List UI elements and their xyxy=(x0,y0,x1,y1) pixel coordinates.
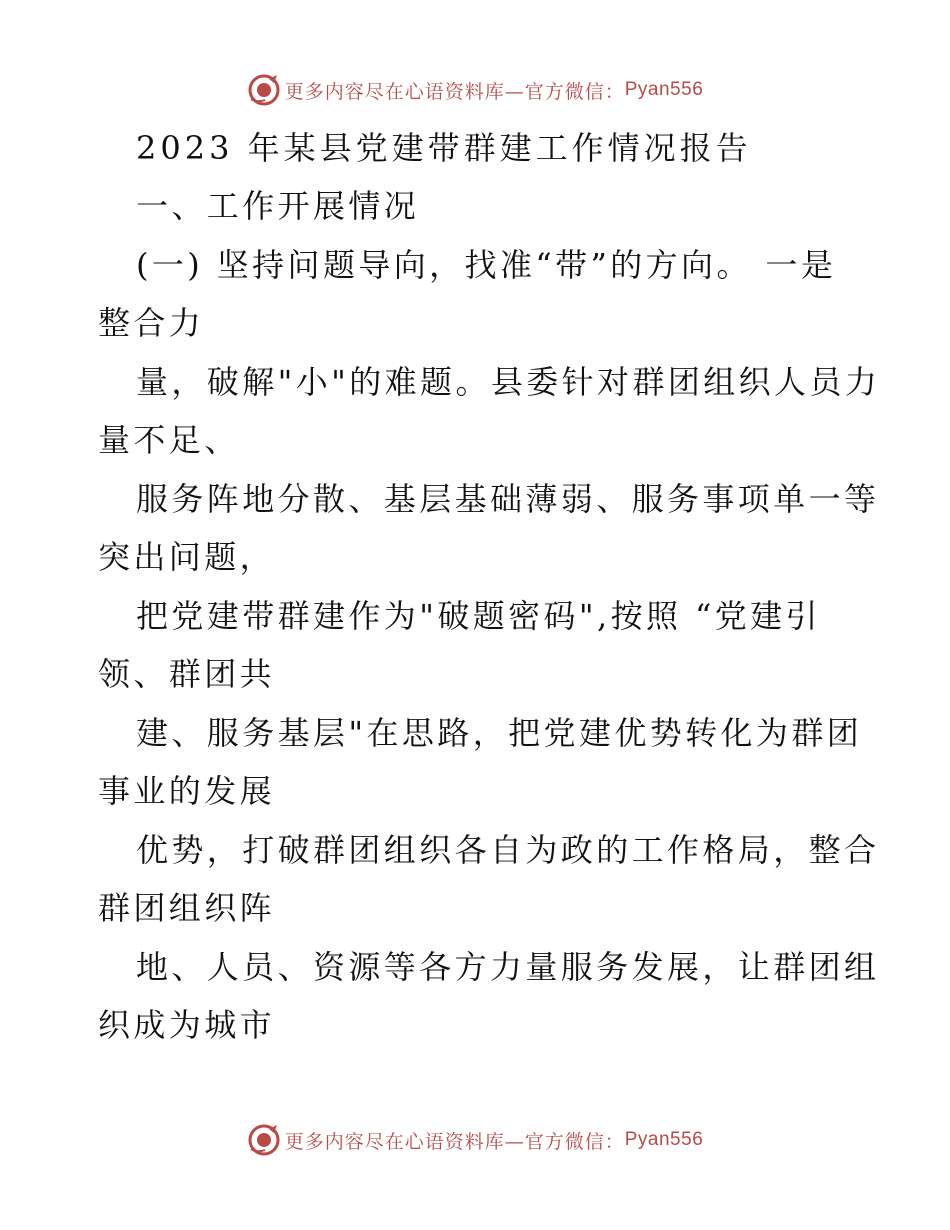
paragraph-line: 量，破解"小"的难题。县委针对群团组织人员力 xyxy=(136,363,881,401)
paragraph-line: 建、服务基层"在思路，把党建优势转化为群团 xyxy=(136,714,863,752)
paragraph-line: 突出问题， xyxy=(98,538,276,576)
paragraph-line: 织成为城市 xyxy=(98,1006,276,1044)
paragraph-line: 领、群团共 xyxy=(98,655,276,693)
paragraph-line: 整合力 xyxy=(98,304,205,342)
pen-circle-logo-icon xyxy=(247,73,281,107)
paragraph-line: 地、人员、资源等各方力量服务发展，让群团组 xyxy=(136,948,880,986)
watermark-wechat-id: Pyan556 xyxy=(624,79,704,100)
footer-watermark xyxy=(0,1122,950,1158)
section-heading: 一、工作开展情况 xyxy=(136,187,420,225)
paragraph-line: 群团组织阵 xyxy=(98,889,276,927)
paragraph-line: (一) 坚持问题导向，找准“带”的方向。 一是 xyxy=(136,246,837,284)
paragraph-line: 优势，打破群团组织各自为政的工作格局，整合 xyxy=(136,831,880,869)
paragraph-line: 服务阵地分散、基层基础薄弱、服务事项单一等 xyxy=(136,480,880,518)
pen-circle-logo-icon xyxy=(247,1123,281,1157)
watermark-text: 更多内容尽在心语资料库—官方微信： xyxy=(284,1130,625,1153)
paragraph-line: 量不足、 xyxy=(98,421,240,459)
watermark-text: 更多内容尽在心语资料库—官方微信： xyxy=(284,80,625,103)
watermark-wechat-id: Pyan556 xyxy=(624,1129,704,1150)
document-title: 2023 年某县党建带群建工作情况报告 xyxy=(136,129,752,167)
paragraph-line: 事业的发展 xyxy=(98,772,276,810)
header-watermark xyxy=(0,72,950,108)
paragraph-line: 把党建带群建作为"破题密码",按照 “党建引 xyxy=(136,597,821,635)
